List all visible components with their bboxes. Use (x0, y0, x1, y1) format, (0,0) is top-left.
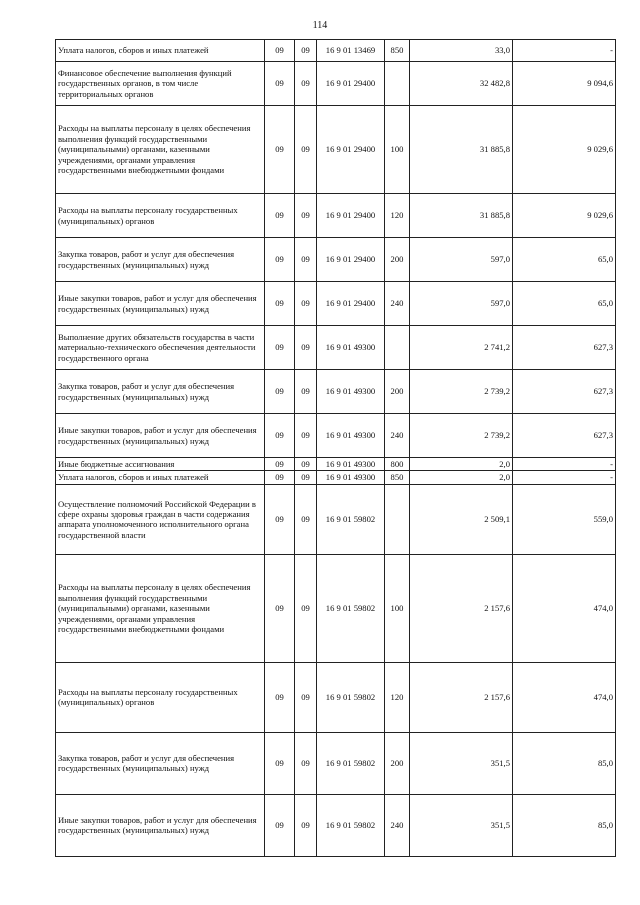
section-code: 09 (265, 282, 295, 326)
section-code: 09 (265, 484, 295, 554)
table-row (56, 62, 616, 106)
section-code: 09 (265, 62, 295, 106)
amount-1: 597,0 (410, 282, 513, 326)
amount-2: 627,3 (513, 370, 616, 414)
amount-2: 9 029,6 (513, 194, 616, 238)
amount-1: 351,5 (410, 732, 513, 794)
expense-type-code: 800 (385, 458, 410, 471)
amount-2: 9 029,6 (513, 106, 616, 194)
target-code: 16 9 01 59802 (317, 662, 385, 732)
amount-2: 65,0 (513, 282, 616, 326)
amount-2: 85,0 (513, 732, 616, 794)
target-code: 16 9 01 29400 (317, 194, 385, 238)
expense-type-code: 200 (385, 370, 410, 414)
subsection-code: 09 (295, 282, 317, 326)
subsection-code: 09 (295, 62, 317, 106)
section-code: 09 (265, 370, 295, 414)
expense-type-code: 200 (385, 238, 410, 282)
table-row (56, 458, 616, 471)
section-code: 09 (265, 106, 295, 194)
amount-1: 2 741,2 (410, 326, 513, 370)
table-row (56, 194, 616, 238)
target-code: 16 9 01 29400 (317, 106, 385, 194)
target-code: 16 9 01 59802 (317, 732, 385, 794)
amount-2: 559,0 (513, 484, 616, 554)
row-name: Иные бюджетные ассигнования (56, 458, 265, 471)
table-row (56, 662, 616, 732)
section-code: 09 (265, 194, 295, 238)
section-code: 09 (265, 471, 295, 484)
section-code: 09 (265, 238, 295, 282)
subsection-code: 09 (295, 414, 317, 458)
target-code: 16 9 01 49300 (317, 370, 385, 414)
amount-2: - (513, 458, 616, 471)
table-row (56, 794, 616, 856)
amount-1: 2 739,2 (410, 414, 513, 458)
row-name: Уплата налогов, сборов и иных платежей (56, 471, 265, 484)
row-name: Расходы на выплаты персоналу государственных (муниципальных) органов (56, 194, 265, 238)
amount-1: 597,0 (410, 238, 513, 282)
target-code: 16 9 01 29400 (317, 282, 385, 326)
target-code: 16 9 01 49300 (317, 471, 385, 484)
section-code: 09 (265, 794, 295, 856)
section-code: 09 (265, 326, 295, 370)
row-name: Расходы на выплаты персоналу государственных (муниципальных) органов (56, 662, 265, 732)
amount-1: 2 739,2 (410, 370, 513, 414)
amount-2: 627,3 (513, 326, 616, 370)
row-name: Осуществление полномочий Российской Федерации в сфере охраны здоровья граждан в части содержания аппарата уполномоченного исполнительного органа государственной власти (56, 484, 265, 554)
row-name: Иные закупки товаров, работ и услуг для обеспечения государственных (муниципальных) нужд (56, 414, 265, 458)
subsection-code: 09 (295, 194, 317, 238)
target-code: 16 9 01 29400 (317, 62, 385, 106)
amount-1: 31 885,8 (410, 106, 513, 194)
target-code: 16 9 01 49300 (317, 458, 385, 471)
section-code: 09 (265, 458, 295, 471)
table-row (56, 484, 616, 554)
expense-type-code: 100 (385, 554, 410, 662)
row-name: Выполнение других обязательств государства в части материально-технического обеспечения деятельности государственного органа (56, 326, 265, 370)
target-code: 16 9 01 49300 (317, 326, 385, 370)
amount-2: 627,3 (513, 414, 616, 458)
table-row (56, 326, 616, 370)
table-row (56, 554, 616, 662)
expense-type-code: 240 (385, 282, 410, 326)
amount-1: 32 482,8 (410, 62, 513, 106)
amount-1: 2,0 (410, 471, 513, 484)
expense-type-code: 200 (385, 732, 410, 794)
subsection-code: 09 (295, 40, 317, 62)
amount-1: 2,0 (410, 458, 513, 471)
amount-2: 65,0 (513, 238, 616, 282)
expense-type-code: 240 (385, 414, 410, 458)
subsection-code: 09 (295, 732, 317, 794)
amount-1: 33,0 (410, 40, 513, 62)
row-name: Расходы на выплаты персоналу в целях обеспечения выполнения функций государственными (муниципальными) органами, казенными учреждениями, органами управления государственными внебюджетными фондами (56, 554, 265, 662)
row-name: Закупка товаров, работ и услуг для обеспечения государственных (муниципальных) нужд (56, 238, 265, 282)
section-code: 09 (265, 732, 295, 794)
expense-type-code (385, 484, 410, 554)
row-name: Расходы на выплаты персоналу в целях обеспечения выполнения функций государственными (муниципальными) органами, казенными учреждениями, органами управления государственными внебюджетными фондами (56, 106, 265, 194)
subsection-code: 09 (295, 106, 317, 194)
table-row (56, 238, 616, 282)
target-code: 16 9 01 59802 (317, 794, 385, 856)
row-name: Закупка товаров, работ и услуг для обеспечения государственных (муниципальных) нужд (56, 370, 265, 414)
section-code: 09 (265, 554, 295, 662)
expense-type-code: 850 (385, 471, 410, 484)
amount-2: 85,0 (513, 794, 616, 856)
subsection-code: 09 (295, 554, 317, 662)
target-code: 16 9 01 13469 (317, 40, 385, 62)
row-name: Закупка товаров, работ и услуг для обеспечения государственных (муниципальных) нужд (56, 732, 265, 794)
section-code: 09 (265, 414, 295, 458)
row-name: Иные закупки товаров, работ и услуг для обеспечения государственных (муниципальных) нужд (56, 794, 265, 856)
target-code: 16 9 01 59802 (317, 554, 385, 662)
amount-2: 9 094,6 (513, 62, 616, 106)
amount-2: 474,0 (513, 554, 616, 662)
subsection-code: 09 (295, 662, 317, 732)
row-name: Иные закупки товаров, работ и услуг для обеспечения государственных (муниципальных) нужд (56, 282, 265, 326)
expense-type-code: 100 (385, 106, 410, 194)
section-code: 09 (265, 40, 295, 62)
amount-2: - (513, 40, 616, 62)
target-code: 16 9 01 49300 (317, 414, 385, 458)
subsection-code: 09 (295, 471, 317, 484)
target-code: 16 9 01 59802 (317, 484, 385, 554)
row-name: Финансовое обеспечение выполнения функций государственных органов, в том числе территориальных органов (56, 62, 265, 106)
section-code: 09 (265, 662, 295, 732)
table-row (56, 40, 616, 62)
amount-1: 31 885,8 (410, 194, 513, 238)
expense-type-code: 850 (385, 40, 410, 62)
subsection-code: 09 (295, 370, 317, 414)
target-code: 16 9 01 29400 (317, 238, 385, 282)
row-name: Уплата налогов, сборов и иных платежей (56, 40, 265, 62)
page-number: 114 (312, 20, 328, 31)
expense-type-code (385, 62, 410, 106)
amount-1: 2 157,6 (410, 662, 513, 732)
subsection-code: 09 (295, 238, 317, 282)
table-row (56, 282, 616, 326)
expense-type-code: 240 (385, 794, 410, 856)
budget-table (55, 39, 616, 857)
expense-type-code: 120 (385, 194, 410, 238)
table-row (56, 414, 616, 458)
subsection-code: 09 (295, 326, 317, 370)
table-row (56, 370, 616, 414)
expense-type-code: 120 (385, 662, 410, 732)
amount-2: 474,0 (513, 662, 616, 732)
table-row (56, 471, 616, 484)
subsection-code: 09 (295, 458, 317, 471)
amount-1: 351,5 (410, 794, 513, 856)
table-row (56, 106, 616, 194)
subsection-code: 09 (295, 794, 317, 856)
amount-2: - (513, 471, 616, 484)
amount-1: 2 157,6 (410, 554, 513, 662)
amount-1: 2 509,1 (410, 484, 513, 554)
subsection-code: 09 (295, 484, 317, 554)
table-row (56, 732, 616, 794)
expense-type-code (385, 326, 410, 370)
